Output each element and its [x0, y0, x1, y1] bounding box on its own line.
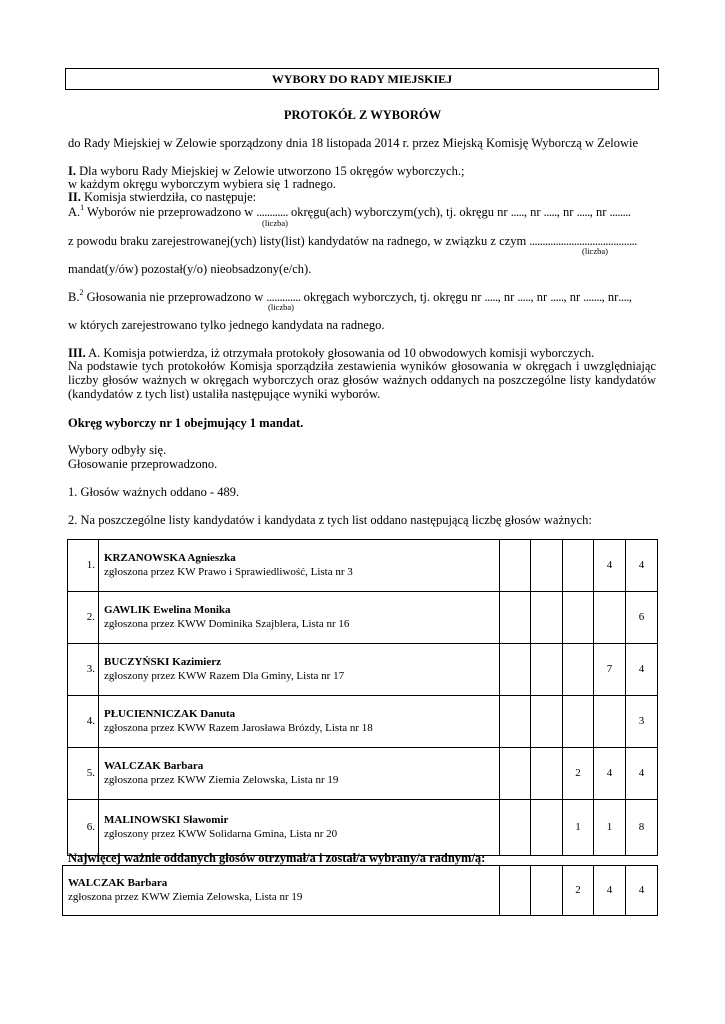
winner-name-cell	[63, 866, 500, 916]
candidate-row	[68, 644, 658, 696]
vote-digit-cell	[531, 592, 563, 644]
winner-digit-cell: 4	[594, 866, 626, 916]
vote-digit-cell: 4	[594, 540, 626, 592]
vote-digit-cell	[531, 540, 563, 592]
winner-row	[63, 866, 658, 916]
section-2-a-line-3: mandat(y/ów) pozostał(y/o) nieobsadzony(e/ch).	[68, 262, 312, 276]
vote-digit-cell	[563, 696, 594, 748]
vote-digit-cell	[531, 748, 563, 800]
candidate-number: 3.	[68, 644, 99, 696]
candidate-number: 4.	[68, 696, 99, 748]
section-2-b-line: B.$^2$ Głosowania nie przeprowadzono w ............. okręgach wyborczych, tj. okręgu nr ....., nr ....., nr ....., nr ......., nr....,	[68, 288, 632, 304]
vote-digit-cell	[531, 644, 563, 696]
candidate-row	[68, 696, 658, 748]
section-1-line-1: I. Dla wyboru Rady Miejskiej w Zelowie utworzono 15 okręgów wyborczych.;	[68, 164, 465, 178]
section-2-b-line-2: w których zarejestrowano tylko jednego kandydata na radnego.	[68, 318, 385, 332]
district-status-2: Głosowanie przeprowadzono.	[68, 457, 218, 471]
winner-submitted: zgłoszona przez KWW Ziemia Zelowska, Lista nr 19	[68, 890, 303, 903]
vote-digit-cell: 4	[626, 540, 658, 592]
candidate-submitted-by: zgłoszona przez KWW Razem Jarosława Brózdy, Lista nr 18	[104, 721, 373, 734]
winner-digit-cell: 4	[626, 866, 658, 916]
vote-digit-cell: 6	[626, 592, 658, 644]
candidate-submitted-by: zgłoszony przez KWW Razem Dla Gminy, Lista nr 17	[104, 669, 345, 682]
section-2-line-1: II. Komisja stwierdziła, co następuje:	[68, 190, 257, 204]
candidate-submitted-by: zgłoszona przez KW Prawo i Sprawiedliwość, Lista nr 3	[104, 565, 353, 578]
winner-name: WALCZAK Barbara	[68, 877, 168, 890]
candidate-name-cell	[99, 540, 500, 592]
candidate-name: PŁUCIENNICZAK Danuta	[104, 708, 236, 721]
vote-digit-cell	[594, 696, 626, 748]
candidate-name: GAWLIK Ewelina Monika	[104, 604, 231, 617]
winner-digit-cell: 2	[563, 866, 594, 916]
vote-digit-cell	[563, 592, 594, 644]
vote-digit-cell: 1	[563, 800, 594, 856]
candidate-name-cell	[99, 592, 500, 644]
candidate-row	[68, 800, 658, 856]
intro-text: do Rady Miejskiej w Zelowie sporządzony dnia 18 listopada 2014 r. przez Miejską Komisję Wyborczą w Zelowie	[68, 136, 639, 150]
vote-digit-cell	[531, 800, 563, 856]
vote-digit-cell	[500, 540, 531, 592]
vote-digit-cell	[531, 696, 563, 748]
candidate-name: BUCZYŃSKI Kazimierz	[104, 656, 222, 669]
winner-digit-cell	[531, 866, 563, 916]
candidates-table	[67, 539, 658, 856]
candidate-name: WALCZAK Barbara	[104, 760, 204, 773]
election-title-box	[65, 68, 659, 90]
vote-digit-cell	[563, 644, 594, 696]
winner-digit-cell	[500, 866, 531, 916]
election-title: WYBORY DO RADY MIEJSKIEJ	[271, 72, 453, 86]
section-2-a-line: A.$^1$ Wyborów nie przeprowadzono w ............ okręgu(ach) wyborczym(ych), tj. okręgu nr ....., nr ....., nr ....., nr ........	[68, 203, 631, 219]
valid-votes-line: 1. Głosów ważnych oddano - 489.	[68, 485, 240, 499]
liczba-note-1: (liczba)	[262, 218, 288, 228]
candidate-name: MALINOWSKI Sławomir	[104, 814, 229, 827]
vote-digit-cell: 4	[594, 748, 626, 800]
candidate-row	[68, 540, 658, 592]
section-1-line-2: w każdym okręgu wyborczym wybiera się 1 radnego.	[68, 177, 336, 191]
candidate-name-cell	[99, 644, 500, 696]
vote-digit-cell	[563, 540, 594, 592]
vote-digit-cell: 4	[626, 644, 658, 696]
vote-digit-cell: 7	[594, 644, 626, 696]
candidate-number: 6.	[68, 800, 99, 856]
vote-digit-cell	[500, 800, 531, 856]
candidate-name: KRZANOWSKA Agnieszka	[104, 552, 236, 565]
winner-heading: Najwięcej ważnie oddanych głosów otrzymał/a i został/a wybrany/a radnym/ą:	[68, 851, 486, 865]
vote-digit-cell: 1	[594, 800, 626, 856]
candidate-row	[68, 592, 658, 644]
candidate-number: 2.	[68, 592, 99, 644]
vote-digit-cell	[500, 696, 531, 748]
district-heading: Okręg wyborczy nr 1 obejmujący 1 mandat.	[68, 416, 304, 430]
section-3-line-1: III. A. Komisja potwierdza, iż otrzymała protokoły głosowania od 10 obwodowych komisji wyborczych.	[68, 346, 595, 360]
candidate-number: 1.	[68, 540, 99, 592]
section-3-paragraph: Na podstawie tych protokołów Komisja sporządziła zestawienia wyników głosowania w okręgach i uwzględniając liczby głosów ważnych w okręgach wyborczych oraz głosów ważnych oddanych na poszczególne listy kandydatów (kandydatów z tych list) ustaliła następujące wyniki wyborów.	[68, 359, 656, 401]
vote-digit-cell: 2	[563, 748, 594, 800]
candidate-number: 5.	[68, 748, 99, 800]
candidate-name-cell	[99, 800, 500, 856]
district-status-1: Wybory odbyły się.	[68, 443, 167, 457]
candidate-name-cell	[99, 696, 500, 748]
vote-digit-cell: 3	[626, 696, 658, 748]
vote-digit-cell	[500, 748, 531, 800]
candidate-row	[68, 748, 658, 800]
vote-digit-cell	[500, 644, 531, 696]
vote-digit-cell	[594, 592, 626, 644]
section-2-a-line-2: z powodu braku zarejestrowanej(ych) listy(list) kandydatów na radnego, w związku z czym .........................................	[68, 234, 637, 248]
candidate-name-cell	[99, 748, 500, 800]
candidate-submitted-by: zgłoszona przez KWW Ziemia Zelowska, Lista nr 19	[104, 773, 339, 786]
candidate-submitted-by: zgłoszona przez KWW Dominika Szajblera, Lista nr 16	[104, 617, 350, 630]
list-intro-line: 2. Na poszczególne listy kandydatów i kandydata z tych list oddano następującą liczbę głosów ważnych:	[68, 513, 592, 527]
winner-table	[62, 865, 658, 916]
vote-digit-cell: 8	[626, 800, 658, 856]
vote-digit-cell: 4	[626, 748, 658, 800]
candidate-submitted-by: zgłoszony przez KWW Solidarna Gmina, Lista nr 20	[104, 827, 338, 840]
protocol-title: PROTOKÓŁ Z WYBORÓW	[283, 108, 442, 122]
vote-digit-cell	[500, 592, 531, 644]
liczba-note-2: (liczba)	[582, 246, 608, 256]
liczba-note-3: (liczba)	[268, 302, 294, 312]
